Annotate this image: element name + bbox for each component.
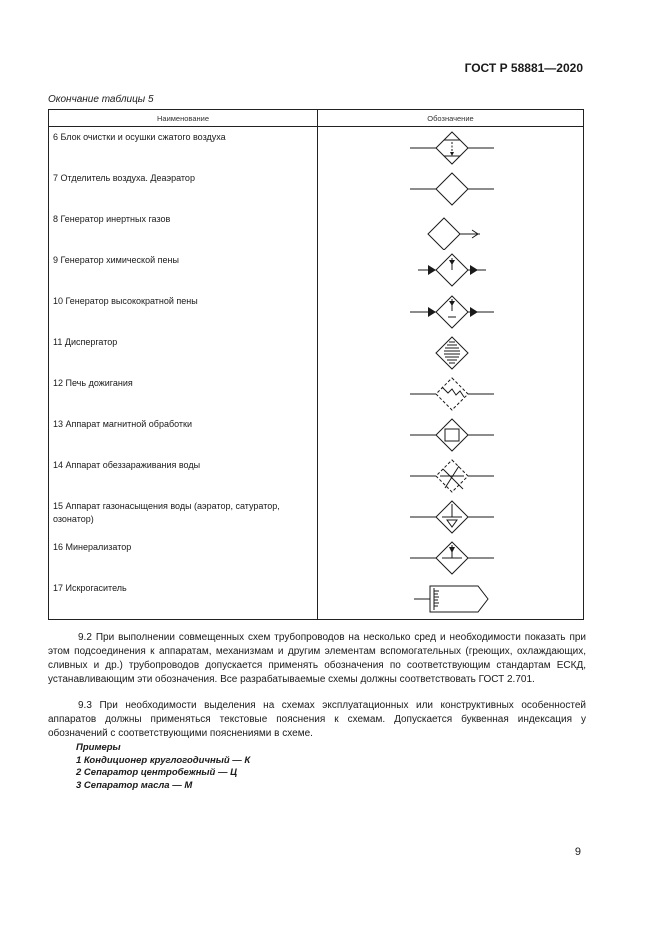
row-name: 12 Печь дожигания <box>49 373 318 414</box>
table-row <box>49 332 584 373</box>
table-header-row <box>49 110 584 127</box>
table-row <box>49 127 584 169</box>
column-header-name: Наименование <box>49 110 318 127</box>
mineralizer-icon <box>318 537 584 578</box>
row-name: 17 Искрогаситель <box>49 578 318 620</box>
spark-arrester-icon <box>318 578 584 619</box>
row-name: 13 Аппарат магнитной обработки <box>49 414 318 455</box>
row-name: 11 Диспергатор <box>49 332 318 373</box>
row-name: 14 Аппарат обеззараживания воды <box>49 455 318 496</box>
table-row <box>49 373 584 414</box>
table-row <box>49 291 584 332</box>
table-row <box>49 496 584 537</box>
magnetic-treatment-icon <box>318 414 584 455</box>
row-name: 7 Отделитель воздуха. Деаэратор <box>49 168 318 209</box>
paragraph-text: 9.3 При необходимости выделения на схемах эксплуатационных или конструктивных особенностей аппаратов должны применяться текстовые пояснения к схемам. Допускается буквенная индексация у обозначений с соответствующими пояснениями в схеме. <box>48 700 586 739</box>
afterburner-furnace-icon <box>318 373 584 414</box>
row-name: 10 Генератор высокократной пены <box>49 291 318 332</box>
paragraph-text: 9.2 При выполнении совмещенных схем трубопроводов на несколько сред и необходимости показать при этом подсоединения к аппаратам, механизмам и другим элементам вспомогательных (греющих, охлаждающих, сливных и др.) трубопроводов допускается применять обозначения по соответствующим стандартам ЕСКД, устанавливающим эти обозначения. Все разрабатываемые схемы должны соответствовать ГОСТ 2.701. <box>48 632 586 685</box>
standard-number: ГОСТ Р 58881—2020 <box>464 61 583 75</box>
chemical-foam-generator-icon <box>318 250 584 291</box>
page-number: 9 <box>574 846 581 858</box>
water-gas-saturation-icon <box>318 496 584 537</box>
water-disinfection-icon <box>318 455 584 496</box>
row-name: 6 Блок очистки и осушки сжатого воздуха <box>49 127 318 169</box>
row-name: 15 Аппарат газонасыщения воды (аэратор, сатуратор, озонатор) <box>49 496 318 537</box>
table-row <box>49 168 584 209</box>
examples-title: Примеры <box>76 742 121 753</box>
inert-gas-generator-icon <box>318 209 584 250</box>
air-separator-icon <box>318 168 584 209</box>
table-row <box>49 537 584 578</box>
air-cleaning-drying-unit-icon <box>318 127 584 168</box>
table-row <box>49 578 584 620</box>
dispersant-icon <box>318 332 584 373</box>
example-item: 1 Кондиционер круглогодичный — К <box>76 754 251 766</box>
example-item: 2 Сепаратор центробежный — Ц <box>76 767 238 778</box>
symbols-table <box>48 109 584 620</box>
table-row <box>49 414 584 455</box>
table-row <box>49 209 584 250</box>
example-item: 3 Сепаратор масла — М <box>76 779 193 791</box>
row-name: 9 Генератор химической пены <box>49 250 318 291</box>
column-header-symbol: Обозначение <box>318 110 584 127</box>
table-row <box>49 250 584 291</box>
row-name: 16 Минерализатор <box>49 537 318 578</box>
table-caption: Окончание таблицы 5 <box>48 94 154 105</box>
paragraph-9-3 <box>48 699 586 741</box>
table-row <box>49 455 584 496</box>
high-expansion-foam-generator-icon <box>318 291 584 332</box>
row-name: 8 Генератор инертных газов <box>49 209 318 250</box>
examples-block <box>76 742 250 792</box>
paragraph-9-2 <box>48 631 586 687</box>
